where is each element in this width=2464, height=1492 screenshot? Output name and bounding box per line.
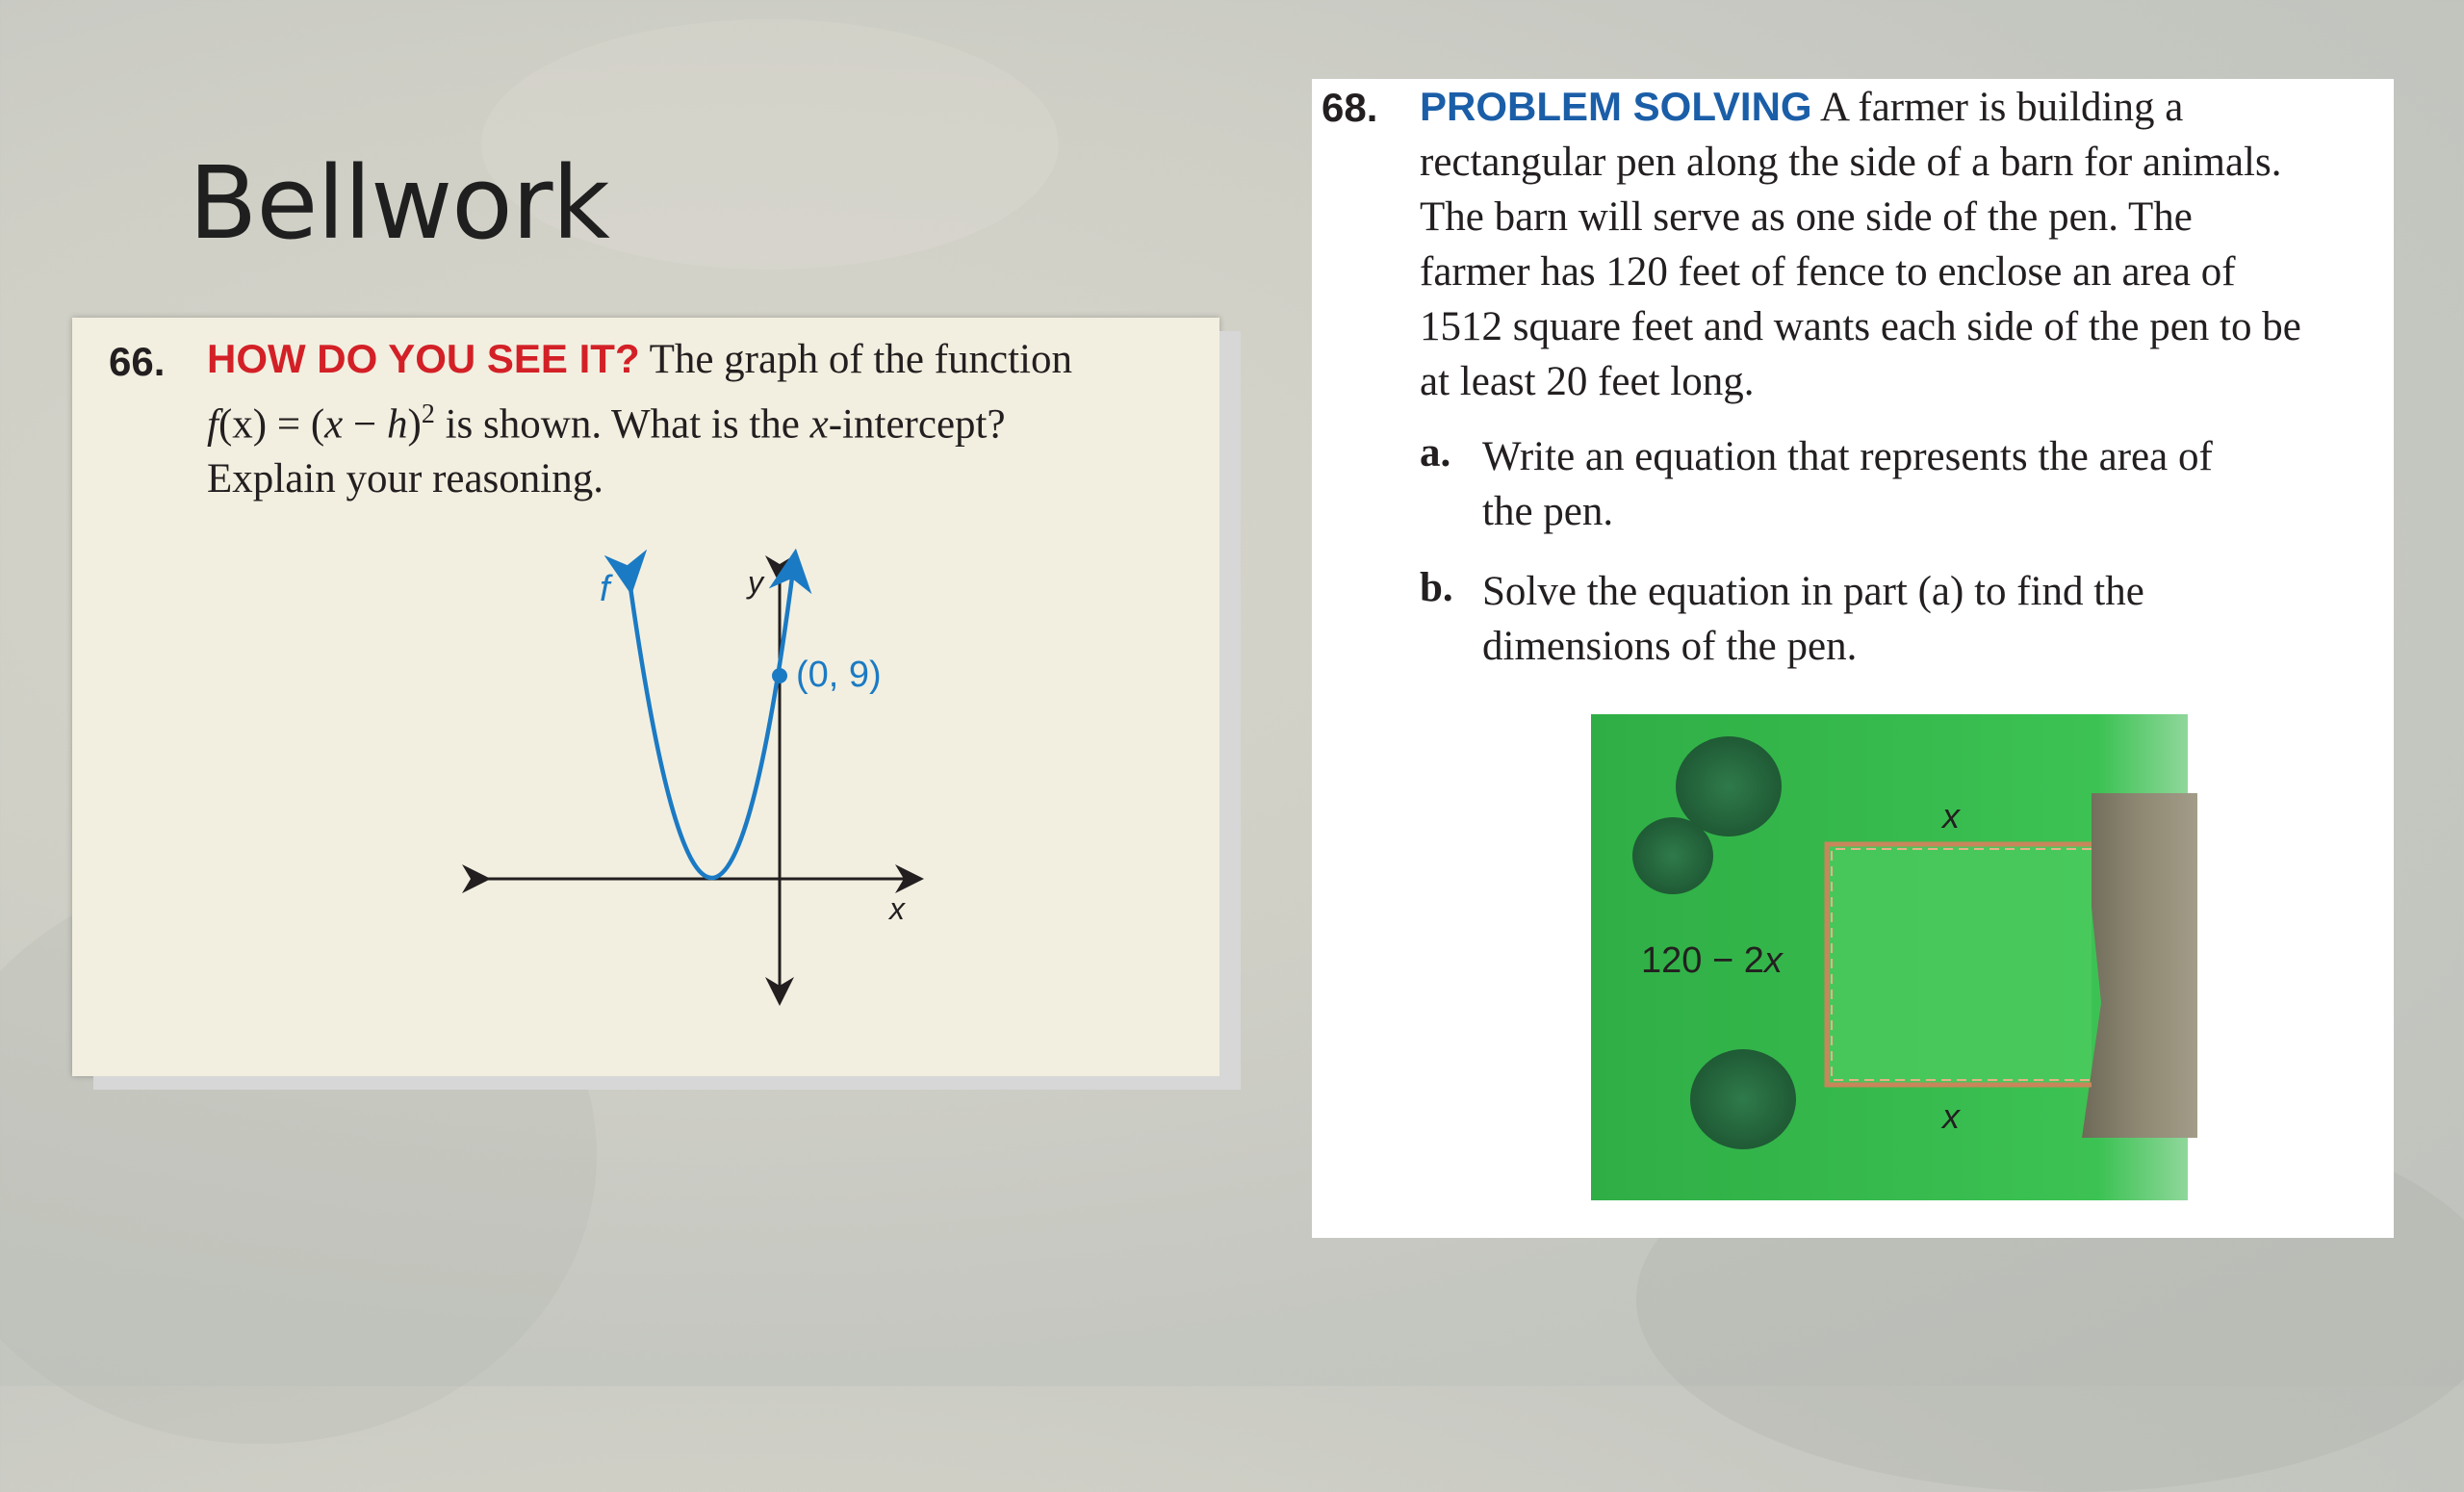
problem-heading: HOW DO YOU SEE IT? [207, 336, 640, 381]
parabola-graph [72, 318, 1219, 1076]
part-b-text: Solve the equation in part (a) to find the dimensions of the pen. [1482, 569, 2144, 669]
part-a-label: a. [1420, 430, 1451, 476]
problem-line: at least 20 feet long. [1420, 359, 1755, 404]
x-axis-label: x [889, 891, 905, 926]
y-axis-label: y [748, 565, 763, 600]
problem-line: A farmer is building a [1819, 85, 2184, 130]
problem-line3: Explain your reasoning. [207, 456, 603, 502]
problem-line: rectangular pen along the side of a barn for animals. [1420, 140, 2282, 185]
barn [2082, 793, 2197, 1138]
problem-heading: PROBLEM SOLVING [1420, 84, 1812, 129]
tree-icon [1632, 817, 1713, 894]
part-b-label: b. [1420, 565, 1453, 610]
problem-line: The barn will serve as one side of the pen. The [1420, 194, 2193, 240]
point-0-9 [772, 668, 787, 683]
pen-diagram [1591, 714, 2207, 1205]
problem-68-panel [1312, 79, 2394, 1238]
point-label: (0, 9) [796, 655, 882, 695]
problem-number: 68. [1322, 85, 1378, 130]
problem-line: 1512 square feet and wants each side of the pen to be [1420, 304, 2301, 349]
pen-interior [1827, 844, 2092, 1085]
top-side-label: x [1942, 796, 1960, 836]
problem-line1: The graph of the function [649, 337, 1072, 382]
slide-title: Bellwork [189, 144, 609, 262]
tree-icon [1676, 736, 1782, 836]
problem-line: farmer has 120 feet of fence to enclose an area of [1420, 249, 2236, 295]
left-side-label: 120 − 2x [1641, 940, 1783, 981]
parabola-curve [629, 570, 793, 878]
problem-number: 66. [109, 339, 166, 384]
problem-68-text [1420, 79, 2392, 409]
tree-icon [1690, 1049, 1796, 1149]
part-a-text: Write an equation that represents the area of the pen. [1482, 434, 2213, 534]
curve-label: f [600, 569, 610, 609]
problem-66-panel [72, 318, 1219, 1076]
bottom-side-label: x [1942, 1096, 1960, 1136]
problem-line2: $f(x) = (x - h)^2$ is shown. What is the x-intercept? [207, 399, 1006, 448]
